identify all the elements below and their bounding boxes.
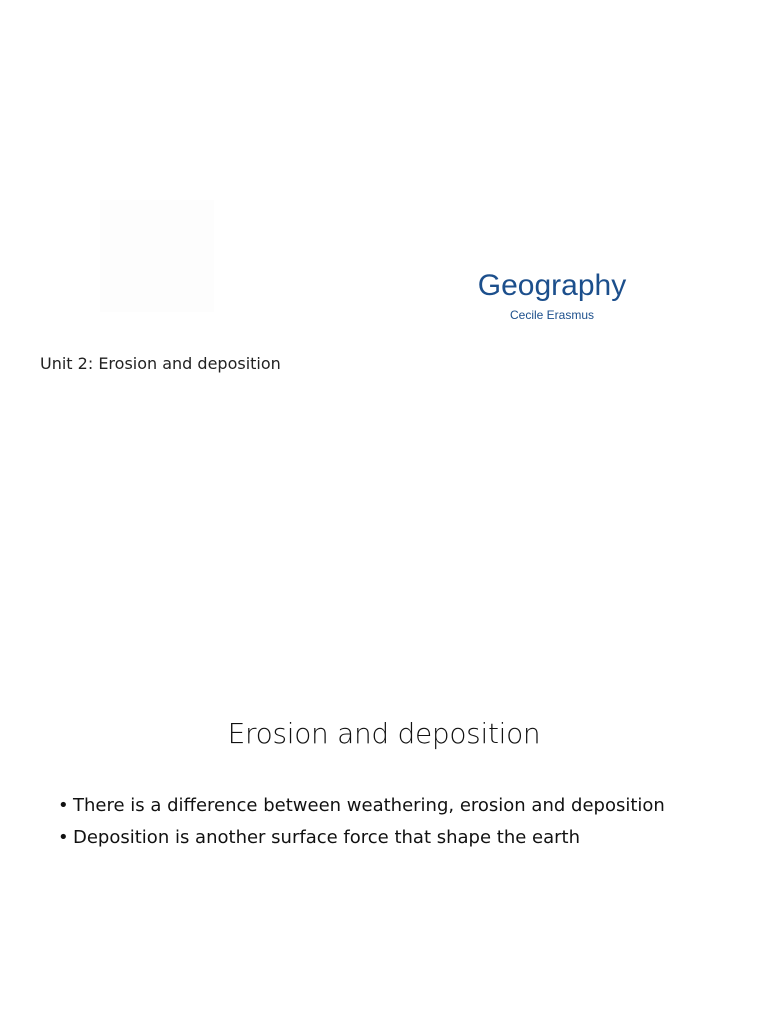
bullet-list [58, 790, 758, 854]
author-name: Cecile Erasmus [509, 308, 595, 322]
bullet-item [58, 790, 758, 822]
bullet-text: There is a difference between weathering, erosion and deposition [73, 795, 665, 816]
course-title: Geography [477, 269, 627, 302]
bullet-text: Deposition is another surface force that shape the earth [73, 827, 581, 848]
bullet-item [58, 822, 758, 854]
slide-heading: Erosion and deposition [227, 717, 541, 750]
logo-image [100, 200, 214, 312]
unit-label: Unit 2: Erosion and deposition [40, 354, 281, 373]
content-slide [0, 512, 768, 1024]
bullet-icon: • [58, 827, 69, 848]
bullet-icon: • [58, 795, 69, 816]
